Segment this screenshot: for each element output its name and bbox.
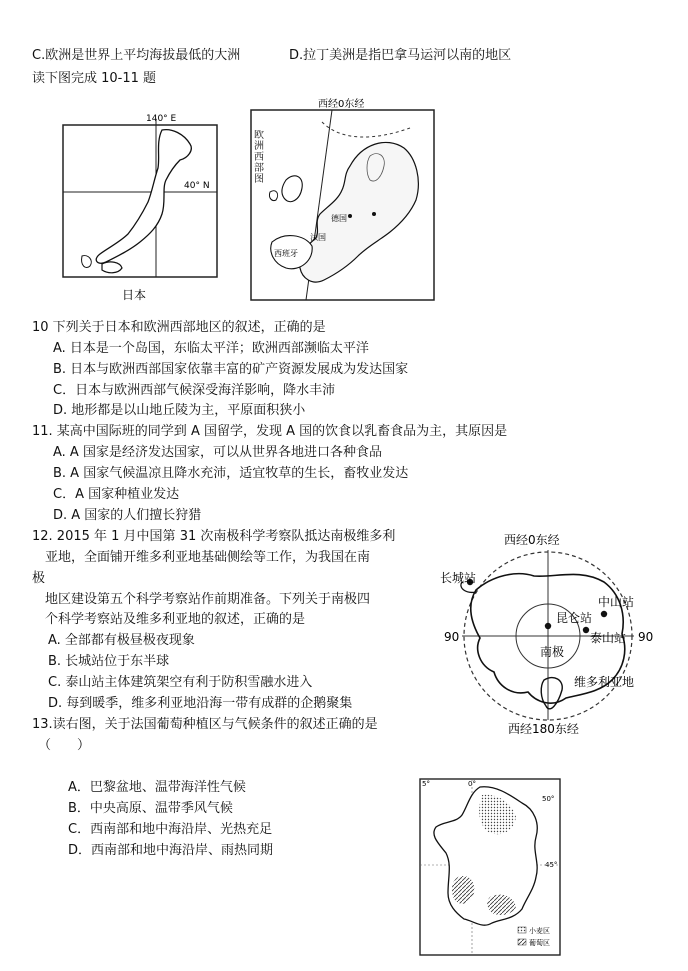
- q12-stem-line-1: 12. 2015 年 1 月中国第 31 次南极科学考察队抵达南极维多利: [32, 529, 396, 544]
- europe-side-title: 欧洲西部图: [254, 130, 264, 185]
- france-lat-50: 50°: [542, 795, 555, 803]
- europe-top-label: 西经0东经: [318, 99, 365, 110]
- france-legend-wheat: 小麦区: [529, 927, 550, 935]
- q13-paren: （ ）: [38, 738, 91, 753]
- q12-stem-line-3: 极: [32, 571, 46, 586]
- japan-caption: 日本: [122, 288, 147, 302]
- france-map: [418, 773, 566, 959]
- q10-stem: 10 下列关于日本和欧洲西部地区的叙述，正确的是: [32, 320, 326, 335]
- q11-stem: 11. 某高中国际班的同学到 A 国留学，发现 A 国的饮食以乳畜食品为主，其原因是: [32, 424, 508, 439]
- france-lon-5w: 5°: [422, 780, 430, 788]
- q11-option-c: C．A 国家种植业发达: [53, 487, 180, 502]
- europe-map: [250, 96, 436, 302]
- japan-lat-label: 40° N: [184, 181, 210, 191]
- france-lon-0: 0°: [468, 780, 476, 788]
- q12-option-d: D. 每到暖季，维多利亚地沿海一带有成群的企鹅聚集: [48, 696, 353, 711]
- q12-option-a: A. 全部都有极昼极夜现象: [48, 633, 195, 648]
- q9-option-d: D.拉丁美洲是指巴拿马运河以南的地区: [289, 48, 512, 63]
- q13-option-a: A．巴黎盆地、温带海洋性气候: [68, 780, 246, 795]
- q13-option-b: B．中央高原、温带季风气候: [68, 801, 233, 816]
- europe-label-france: 法国: [310, 233, 326, 242]
- q13-option-d: D．西南部和地中海沿岸、雨热同期: [68, 843, 274, 858]
- q12-option-c: C. 泰山站主体建筑架空有利于防积雪融水进入: [48, 675, 313, 690]
- intro-10-11: 读下图完成 10-11 题: [32, 71, 157, 86]
- antarctica-right-90: 90: [638, 630, 654, 644]
- japan-map: [62, 110, 220, 305]
- antarctica-zhongshan: 中山站: [598, 595, 635, 609]
- france-lat-45: 45°: [545, 861, 558, 869]
- q12-option-b: B. 长城站位于东半球: [48, 654, 170, 669]
- q9-option-c: C.欧洲是世界上平均海拔最低的大洲: [32, 48, 241, 63]
- japan-lon-label: 140° E: [146, 114, 177, 124]
- antarctica-left-90: 90: [444, 630, 460, 644]
- europe-label-germany: 德国: [331, 214, 347, 223]
- france-legend-grape: 葡萄区: [529, 939, 550, 947]
- q10-option-d: D. 地形都是以山地丘陵为主，平原面积狭小: [53, 403, 306, 418]
- q11-option-b: B. A 国家气候温凉且降水充沛，适宜牧草的生长，畜牧业发达: [53, 466, 409, 481]
- antarctica-bottom-label: 西经180东经: [508, 722, 579, 736]
- antarctica-victoria: 维多利亚地: [574, 675, 635, 689]
- antarctica-map: [436, 530, 676, 736]
- q11-option-a: A. A 国家是经济发达国家，可以从世界各地进口各种食品: [53, 445, 382, 460]
- q10-option-b: B. 日本与欧洲西部国家依靠丰富的矿产资源发展成为发达国家: [53, 362, 409, 377]
- q13-stem: 13.读右图，关于法国葡萄种植区与气候条件的叙述正确的是: [32, 717, 378, 732]
- q13-option-c: C．西南部和地中海沿岸、光热充足: [68, 822, 273, 837]
- antarctica-south-pole: 南极: [540, 645, 565, 659]
- q12-stem-line-2: 亚地，全面铺开维多利亚地基础侧绘等工作，为我国在南: [45, 550, 371, 565]
- q12-stem-line-5: 个科学考察站及维多利亚地的叙述，正确的是: [45, 612, 306, 627]
- q10-option-c: C．日本与欧洲西部气候深受海洋影响，降水丰沛: [53, 383, 336, 398]
- antarctica-changcheng: 长城站: [440, 571, 477, 585]
- antarctica-kunlun: 昆仑站: [556, 611, 593, 625]
- q12-stem-line-4: 地区建设第五个科学考察站作前期准备。下列关于南极四: [45, 592, 371, 607]
- q11-option-d: D. A 国家的人们擅长狩猎: [53, 508, 202, 523]
- q10-option-a: A. 日本是一个岛国，东临太平洋；欧洲西部濒临太平洋: [53, 341, 369, 356]
- europe-label-spain: 西班牙: [274, 249, 298, 258]
- antarctica-taishan: 泰山站: [590, 631, 627, 645]
- antarctica-top-label: 西经0东经: [504, 533, 560, 547]
